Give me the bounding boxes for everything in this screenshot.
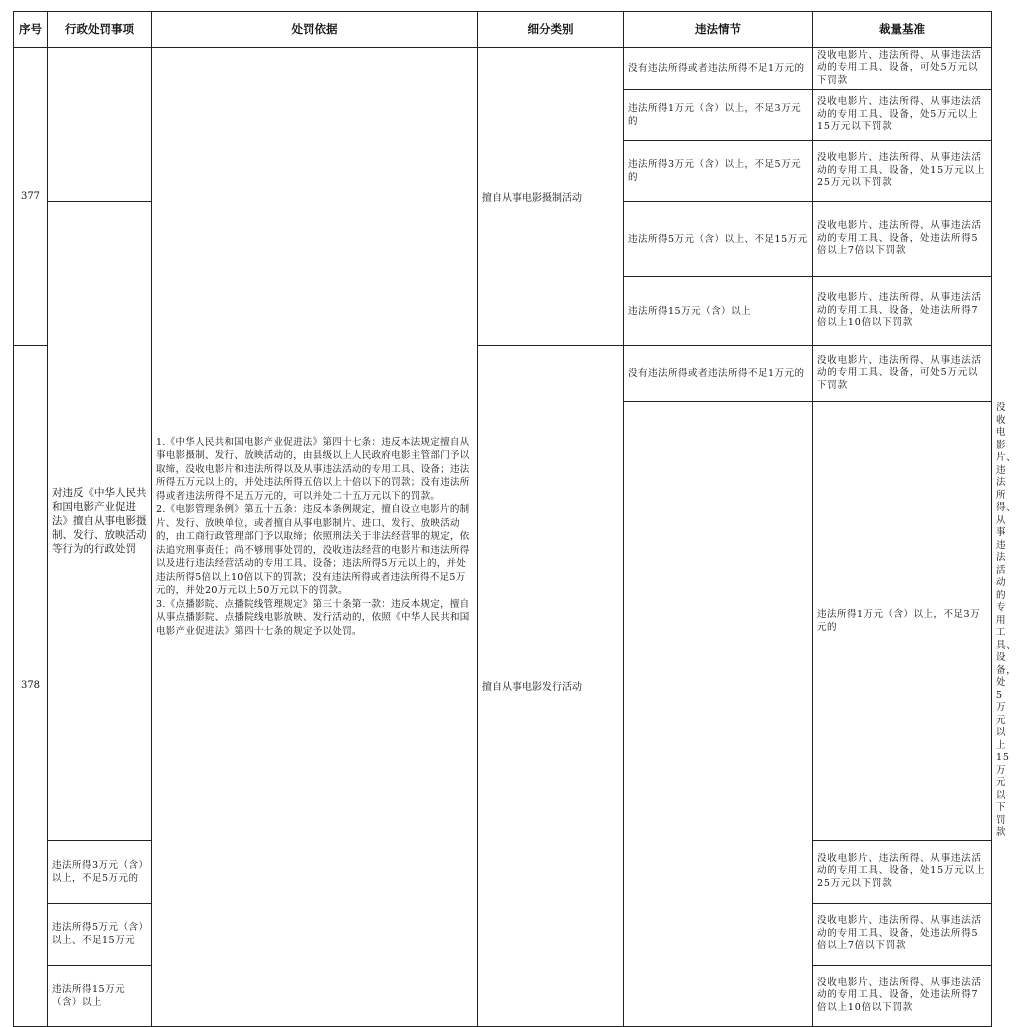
table-row bbox=[14, 48, 992, 90]
standard-cell: 没收电影片、违法所得、从事违法活动的专用工具、设备，可处5万元以下罚款 bbox=[813, 48, 992, 90]
header-situation: 违法情节 bbox=[624, 12, 813, 48]
header-seq: 序号 bbox=[14, 12, 48, 48]
standard-cell: 没收电影片、违法所得、从事违法活动的专用工具、设备，可处5万元以下罚款 bbox=[813, 346, 992, 402]
seq-cell: 378 bbox=[14, 346, 48, 1027]
situation-cell: 没有违法所得或者违法所得不足1万元的 bbox=[624, 346, 813, 402]
standard-cell: 没收电影片、违法所得、从事违法活动的专用工具、设备，处违法所得5倍以上7倍以下罚款 bbox=[813, 903, 992, 965]
header-item: 行政处罚事项 bbox=[48, 12, 152, 48]
standard-cell: 没收电影片、违法所得、从事违法活动的专用工具、设备，处违法所得7倍以上10倍以下罚款 bbox=[813, 277, 992, 346]
category-cell: 擅自从事电影摄制活动 bbox=[478, 48, 624, 346]
situation-cell: 违法所得3万元（含）以上，不足5万元的 bbox=[48, 840, 152, 903]
penalty-table bbox=[13, 11, 1017, 1027]
situation-cell: 违法所得1万元（含）以上，不足3万元的 bbox=[813, 402, 992, 841]
situation-cell: 没有违法所得或者违法所得不足1万元的 bbox=[624, 48, 813, 90]
header-category: 细分类别 bbox=[478, 12, 624, 48]
situation-cell: 违法所得15万元（含）以上 bbox=[48, 965, 152, 1026]
header-row bbox=[14, 12, 992, 48]
situation-cell: 违法所得3万元（含）以上，不足5万元的 bbox=[624, 141, 813, 202]
seq-cell: 377 bbox=[14, 48, 48, 346]
category-cell: 擅自从事电影发行活动 bbox=[478, 346, 624, 1027]
item-cell: 对违反《中华人民共和国电影产业促进法》擅自从事电影摄制、发行、放映活动等行为的行政处罚 bbox=[48, 202, 152, 841]
situation-cell: 违法所得15万元（含）以上 bbox=[624, 277, 813, 346]
situation-cell: 违法所得5万元（含）以上、不足15万元 bbox=[624, 202, 813, 277]
standard-cell: 没收电影片、违法所得、从事违法活动的专用工具、设备，处15万元以上25万元以下罚款 bbox=[813, 141, 992, 202]
situation-cell: 违法所得5万元（含）以上、不足15万元 bbox=[48, 903, 152, 965]
header-standard: 裁量基准 bbox=[813, 12, 992, 48]
item-cell-top bbox=[48, 48, 152, 202]
standard-cell: 没收电影片、违法所得、从事违法活动的专用工具、设备，处15万元以上25万元以下罚款 bbox=[813, 840, 992, 903]
standard-cell: 没收电影片、违法所得、从事违法活动的专用工具、设备，处违法所得7倍以上10倍以下罚款 bbox=[813, 965, 992, 1026]
situation-cell: 违法所得1万元（含）以上，不足3万元的 bbox=[624, 90, 813, 141]
basis-cell bbox=[152, 48, 478, 1027]
standard-cell: 没收电影片、违法所得、从事违法活动的专用工具、设备，处5万元以上15万元以下罚款 bbox=[813, 90, 992, 141]
basis-text: 1.《中华人民共和国电影产业促进法》第四十七条：违反本法规定擅自从事电影摄制、发行、放映活动的，由县级以上人民政府电影主管部门予以取缔，没收电影片和违法所得以及从事违法活动的专用工具、设备；违法所得五万元以上的，并处违法所得五倍以上十倍以下的罚款；没有违法所得或者违法所得不足五万元的，可以并处二十五万元以下的罚款。 2.《电影管理条例》第五十五条：违反本条例规定，擅自设立电影片的制片、发行、放映单位，或者擅自从事电影制片、进口、发行、放映活动的，由工商行政管理部门予以取缔；依照刑法关于非法经营罪的规定，依法追究刑事责任；尚不够刑事处罚的，没收违法经营的电影片和违法所得以及进行违法经营活动的专用工具、设备；违法所得5万元以上的，并处违法所得5倍以上10倍以下的罚款；没有违法所得或者违法所得不足5万元的，并处20万元以上50万元以下的罚款。 3.《点播影院、点播院线管理规定》第三十条第一款：违反本规定，擅自从事点播影院、点播院线电影放映、发行活动的，依照《中华人民共和国电影产业促进法》第四十七条的规定予以处罚。 bbox=[156, 436, 470, 637]
item-cell-bottom bbox=[624, 402, 813, 1027]
standard-cell: 没收电影片、违法所得、从事违法活动的专用工具、设备，处违法所得5倍以上7倍以下罚款 bbox=[813, 202, 992, 277]
table-row: 违法所得1万元（含）以上，不足3万元的 没收电影片、违法所得、从事违法活动的专用工具、设备，处5万元以上15万元以下罚款 bbox=[14, 402, 992, 841]
header-basis: 处罚依据 bbox=[152, 12, 478, 48]
